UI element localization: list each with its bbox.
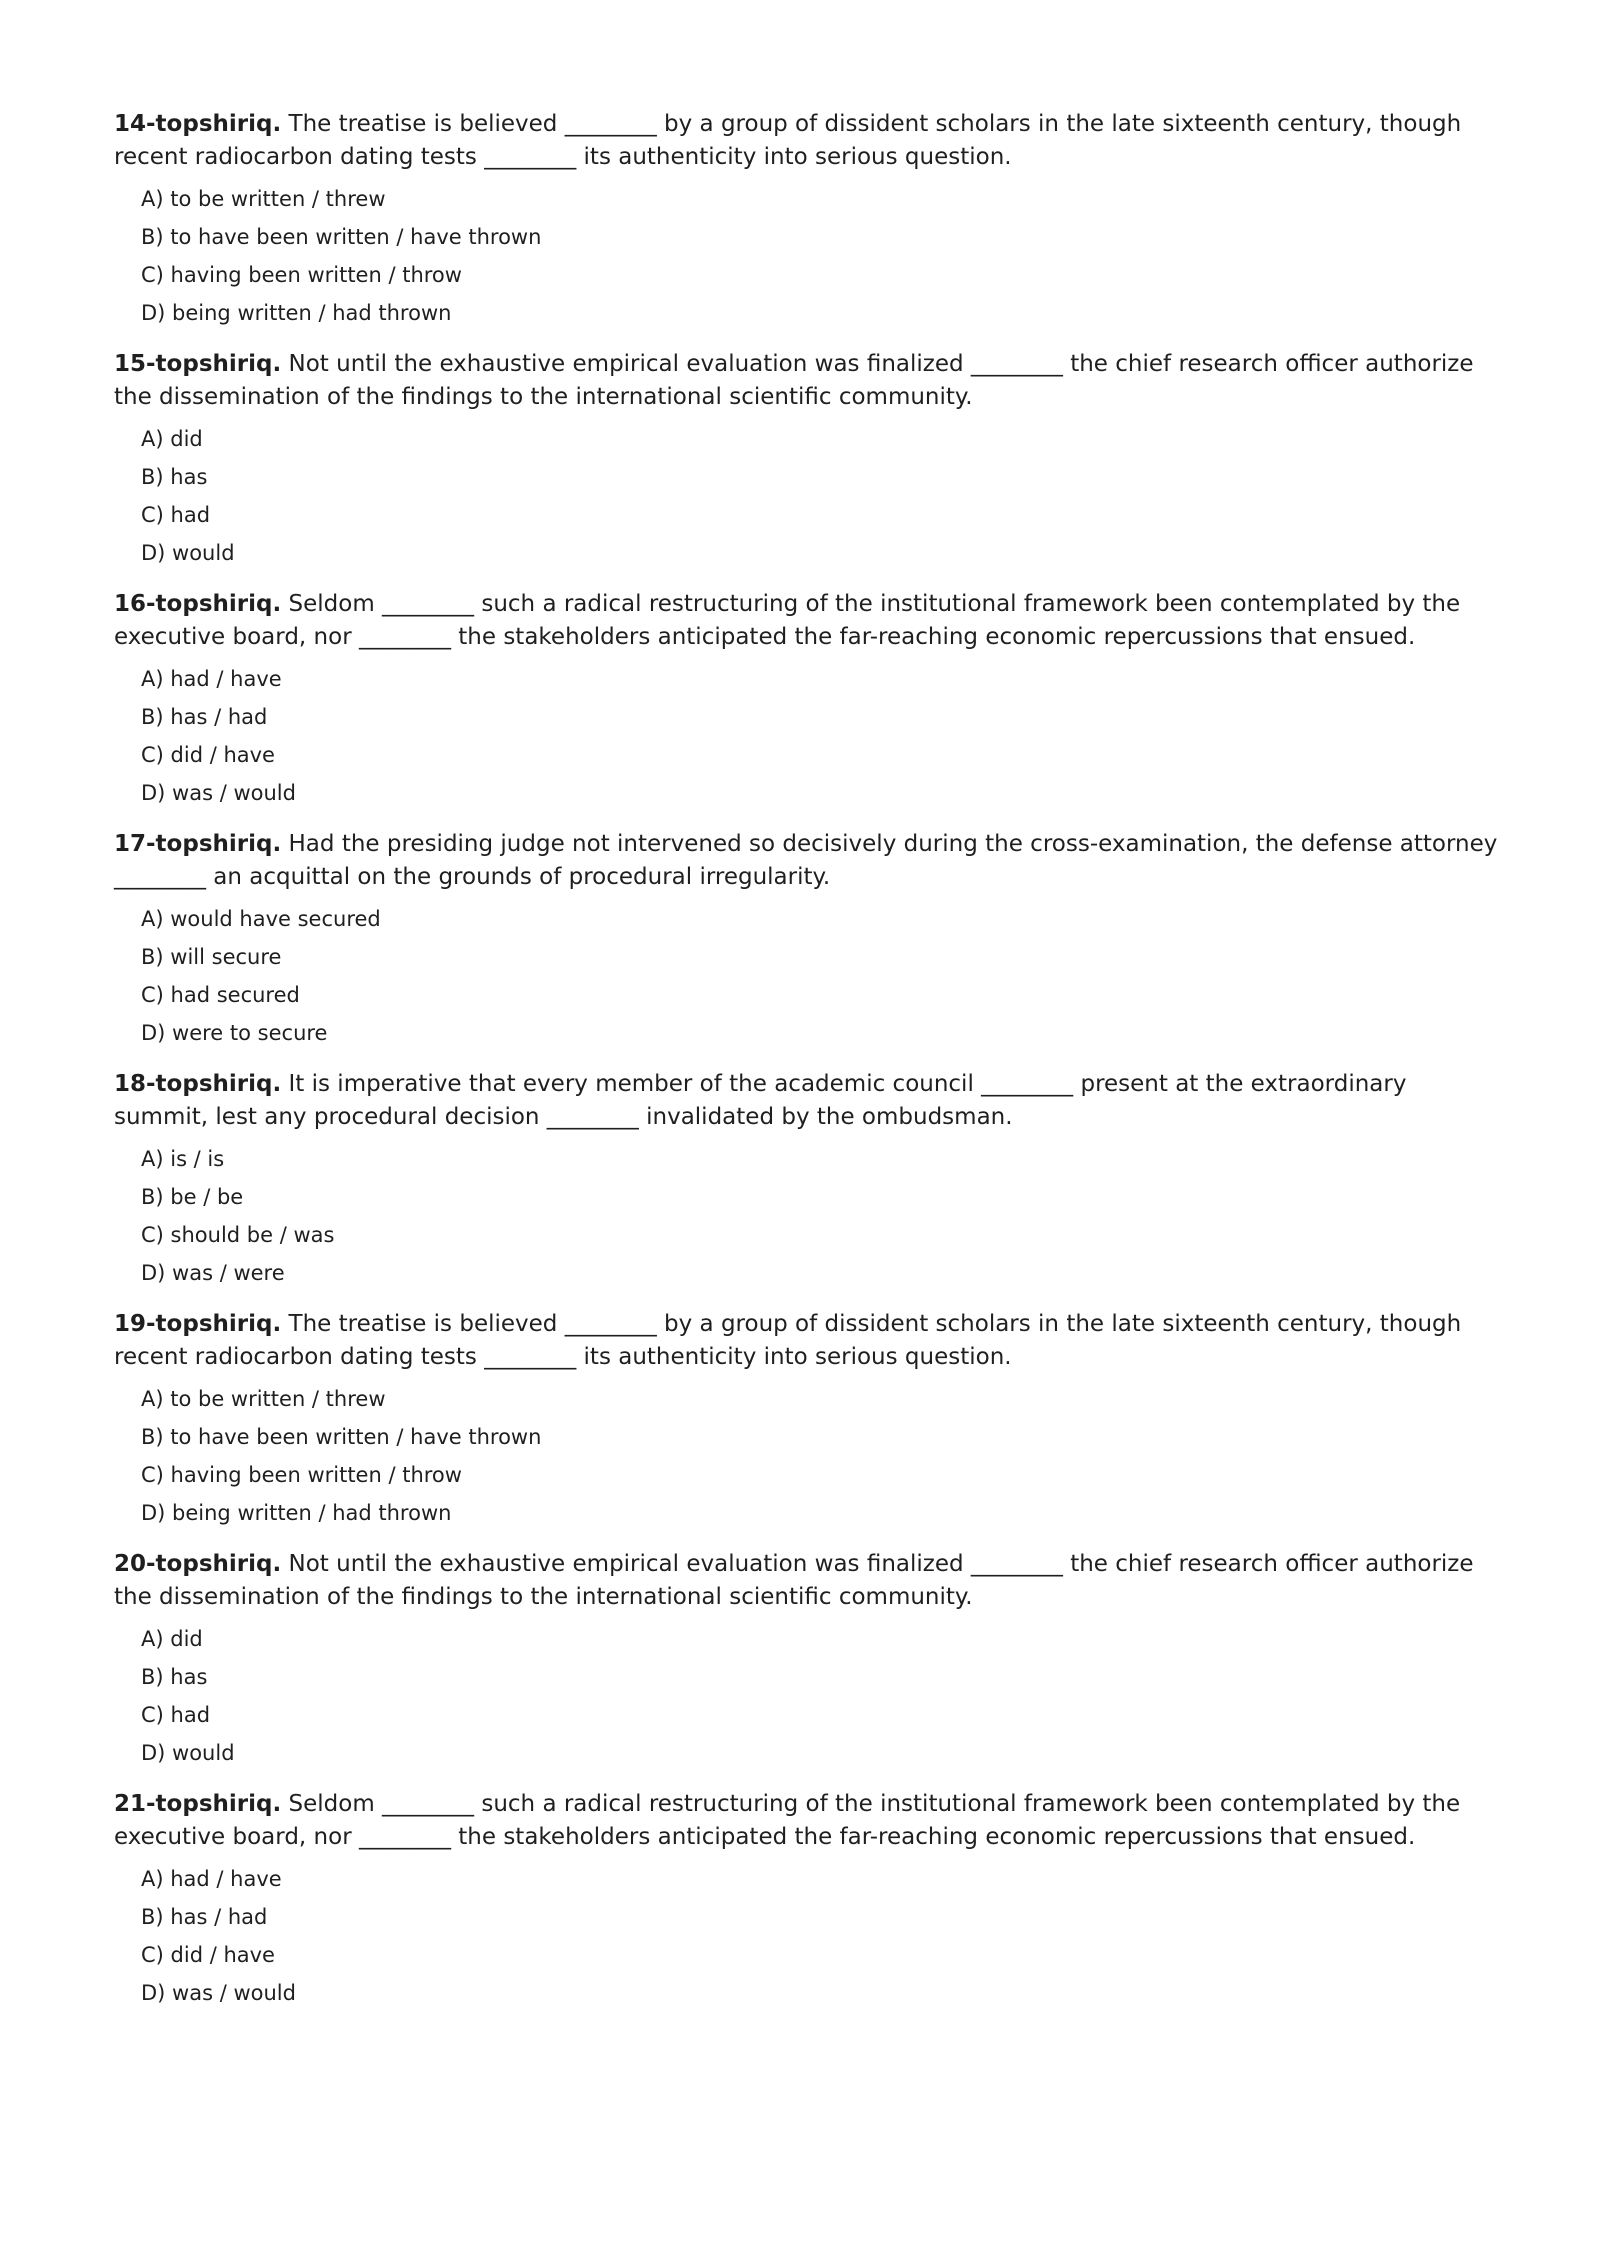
option-c: C) should be / was (141, 1223, 335, 1247)
option-c: C) did / have (141, 1943, 275, 1967)
question-number: 14-topshiriq. (114, 111, 282, 137)
worksheet-page (114, 108, 1504, 2028)
option-d: D) being written / had thrown (141, 301, 452, 325)
option-c: C) had (141, 1703, 211, 1727)
option-d: D) were to secure (141, 1021, 328, 1045)
question-stem (114, 348, 1504, 414)
answer-options (114, 900, 1504, 1052)
option-b: B) has (141, 1665, 208, 1689)
question-number: 16-topshiriq. (114, 591, 282, 617)
option-c: C) had secured (141, 983, 300, 1007)
question-number: 17-topshiriq. (114, 831, 282, 857)
option-b: B) has / had (141, 1905, 268, 1929)
option-a: A) had / have (141, 1867, 282, 1891)
question-19 (114, 1308, 1504, 1532)
option-a: A) to be written / threw (141, 1387, 386, 1411)
question-number: 21-topshiriq. (114, 1791, 282, 1817)
option-b: B) will secure (141, 945, 282, 969)
option-d: D) being written / had thrown (141, 1501, 452, 1525)
question-stem (114, 108, 1504, 174)
question-text: Not until the exhaustive empirical evaluation was finalized ________ the chief research officer authorize the dissemination of the findings to the international scientific community. (114, 351, 1474, 410)
option-d: D) would (141, 1741, 235, 1765)
answer-options (114, 1140, 1504, 1292)
answer-options (114, 180, 1504, 332)
question-stem (114, 1068, 1504, 1134)
answer-options (114, 1380, 1504, 1532)
option-d: D) was / would (141, 781, 296, 805)
question-18 (114, 1068, 1504, 1292)
question-stem (114, 828, 1504, 894)
question-21 (114, 1788, 1504, 2012)
answer-options (114, 1620, 1504, 1772)
question-15 (114, 348, 1504, 572)
question-text: It is imperative that every member of the academic council ________ present at the extraordinary summit, lest any procedural decision ________ invalidated by the ombudsman. (114, 1071, 1407, 1130)
option-d: D) was / were (141, 1261, 285, 1285)
question-text: Had the presiding judge not intervened so decisively during the cross-examination, the defense attorney ________ an acquittal on the grounds of procedural irregularity. (114, 831, 1498, 890)
answer-options (114, 1860, 1504, 2012)
option-b: B) to have been written / have thrown (141, 225, 542, 249)
question-stem (114, 1308, 1504, 1374)
answer-options (114, 420, 1504, 572)
question-text: The treatise is believed ________ by a group of dissident scholars in the late sixteenth century, though recent radiocarbon dating tests ________ its authenticity into serious question. (114, 1311, 1462, 1370)
question-stem (114, 1788, 1504, 1854)
question-number: 20-topshiriq. (114, 1551, 282, 1577)
option-a: A) is / is (141, 1147, 225, 1171)
question-text: The treatise is believed ________ by a group of dissident scholars in the late sixteenth century, though recent radiocarbon dating tests ________ its authenticity into serious question. (114, 111, 1462, 170)
option-c: C) had (141, 503, 211, 527)
option-b: B) to have been written / have thrown (141, 1425, 542, 1449)
option-c: C) having been written / throw (141, 1463, 462, 1487)
question-stem (114, 588, 1504, 654)
question-text: Not until the exhaustive empirical evaluation was finalized ________ the chief research officer authorize the dissemination of the findings to the international scientific community. (114, 1551, 1474, 1610)
option-c: C) having been written / throw (141, 263, 462, 287)
question-16 (114, 588, 1504, 812)
option-d: D) would (141, 541, 235, 565)
question-14 (114, 108, 1504, 332)
option-b: B) has / had (141, 705, 268, 729)
question-stem (114, 1548, 1504, 1614)
option-a: A) did (141, 427, 203, 451)
option-d: D) was / would (141, 1981, 296, 2005)
option-a: A) did (141, 1627, 203, 1651)
option-a: A) had / have (141, 667, 282, 691)
option-a: A) to be written / threw (141, 187, 386, 211)
answer-options (114, 660, 1504, 812)
question-number: 18-topshiriq. (114, 1071, 282, 1097)
option-a: A) would have secured (141, 907, 381, 931)
question-text: Seldom ________ such a radical restructuring of the institutional framework been contemplated by the executive board, nor ________ the stakeholders anticipated the far-reaching economic repercussions that ensued. (114, 1791, 1461, 1850)
option-b: B) has (141, 465, 208, 489)
option-b: B) be / be (141, 1185, 244, 1209)
question-number: 19-topshiriq. (114, 1311, 282, 1337)
question-17 (114, 828, 1504, 1052)
option-c: C) did / have (141, 743, 275, 767)
question-number: 15-topshiriq. (114, 351, 282, 377)
question-20 (114, 1548, 1504, 1772)
question-text: Seldom ________ such a radical restructuring of the institutional framework been contemplated by the executive board, nor ________ the stakeholders anticipated the far-reaching economic repercussions that ensued. (114, 591, 1461, 650)
